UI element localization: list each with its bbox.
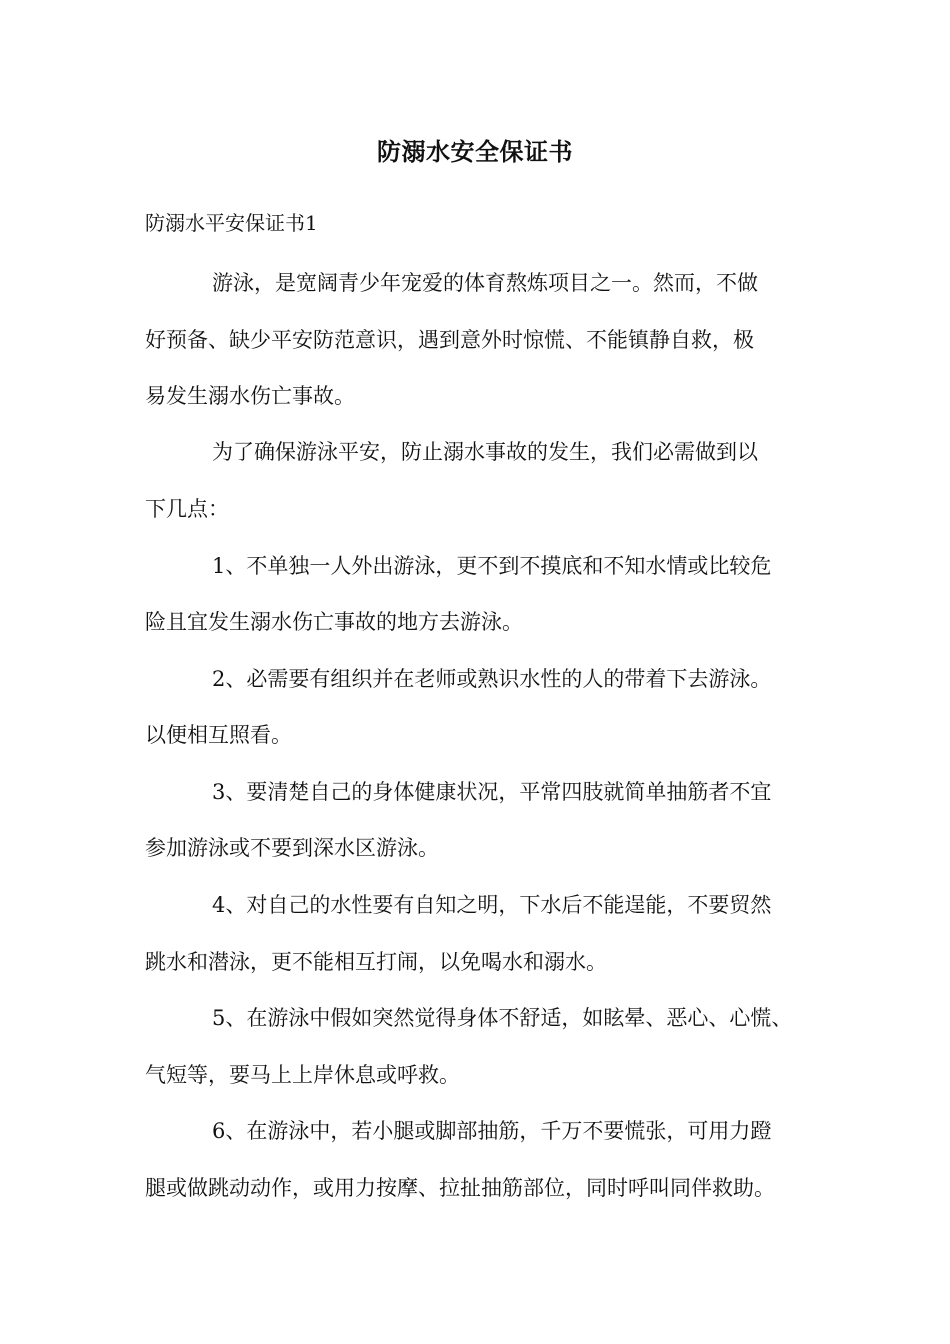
text-line: 4、对自己的水性要有自知之明，下水后不能逞能，不要贸然: [212, 893, 772, 917]
text-line: 为了确保游泳平安，防止溺水事故的发生，我们必需做到以: [212, 440, 758, 464]
text-line: 5、在游泳中假如突然觉得身体不舒适，如眩晕、恶心、心慌、: [212, 1006, 793, 1030]
text-line: 6、在游泳中，若小腿或脚部抽筋，千万不要慌张，可用力蹬: [212, 1119, 772, 1143]
text-line: 易发生溺水伤亡事故。: [145, 384, 355, 408]
text-line: 险且宜发生溺水伤亡事故的地方去游泳。: [145, 610, 523, 634]
document-subtitle: 防溺水平安保证书1: [145, 211, 318, 235]
text-line: 好预备、缺少平安防范意识，遇到意外时惊慌、不能镇静自救，极: [145, 328, 754, 352]
text-line: 以便相互照看。: [145, 723, 292, 747]
text-line: 腿或做跳动动作，或用力按摩、拉扯抽筋部位，同时呼叫同伴救助。: [145, 1176, 775, 1200]
document-title: 防溺水安全保证书: [377, 137, 573, 166]
text-line: 下几点：: [145, 497, 229, 521]
text-line: 气短等，要马上上岸休息或呼救。: [145, 1063, 460, 1087]
text-line: 游泳，是宽阔青少年宠爱的体育熬炼项目之一。然而，不做: [212, 271, 758, 295]
text-line: 3、要清楚自己的身体健康状况，平常四肢就简单抽筋者不宜: [212, 780, 772, 804]
text-line: 1、不单独一人外出游泳，更不到不摸底和不知水情或比较危: [212, 554, 772, 578]
text-line: 2、必需要有组织并在老师或熟识水性的人的带着下去游泳。: [212, 667, 772, 691]
text-line: 跳水和潜泳，更不能相互打闹，以免喝水和溺水。: [145, 950, 607, 974]
text-line: 参加游泳或不要到深水区游泳。: [145, 836, 439, 860]
